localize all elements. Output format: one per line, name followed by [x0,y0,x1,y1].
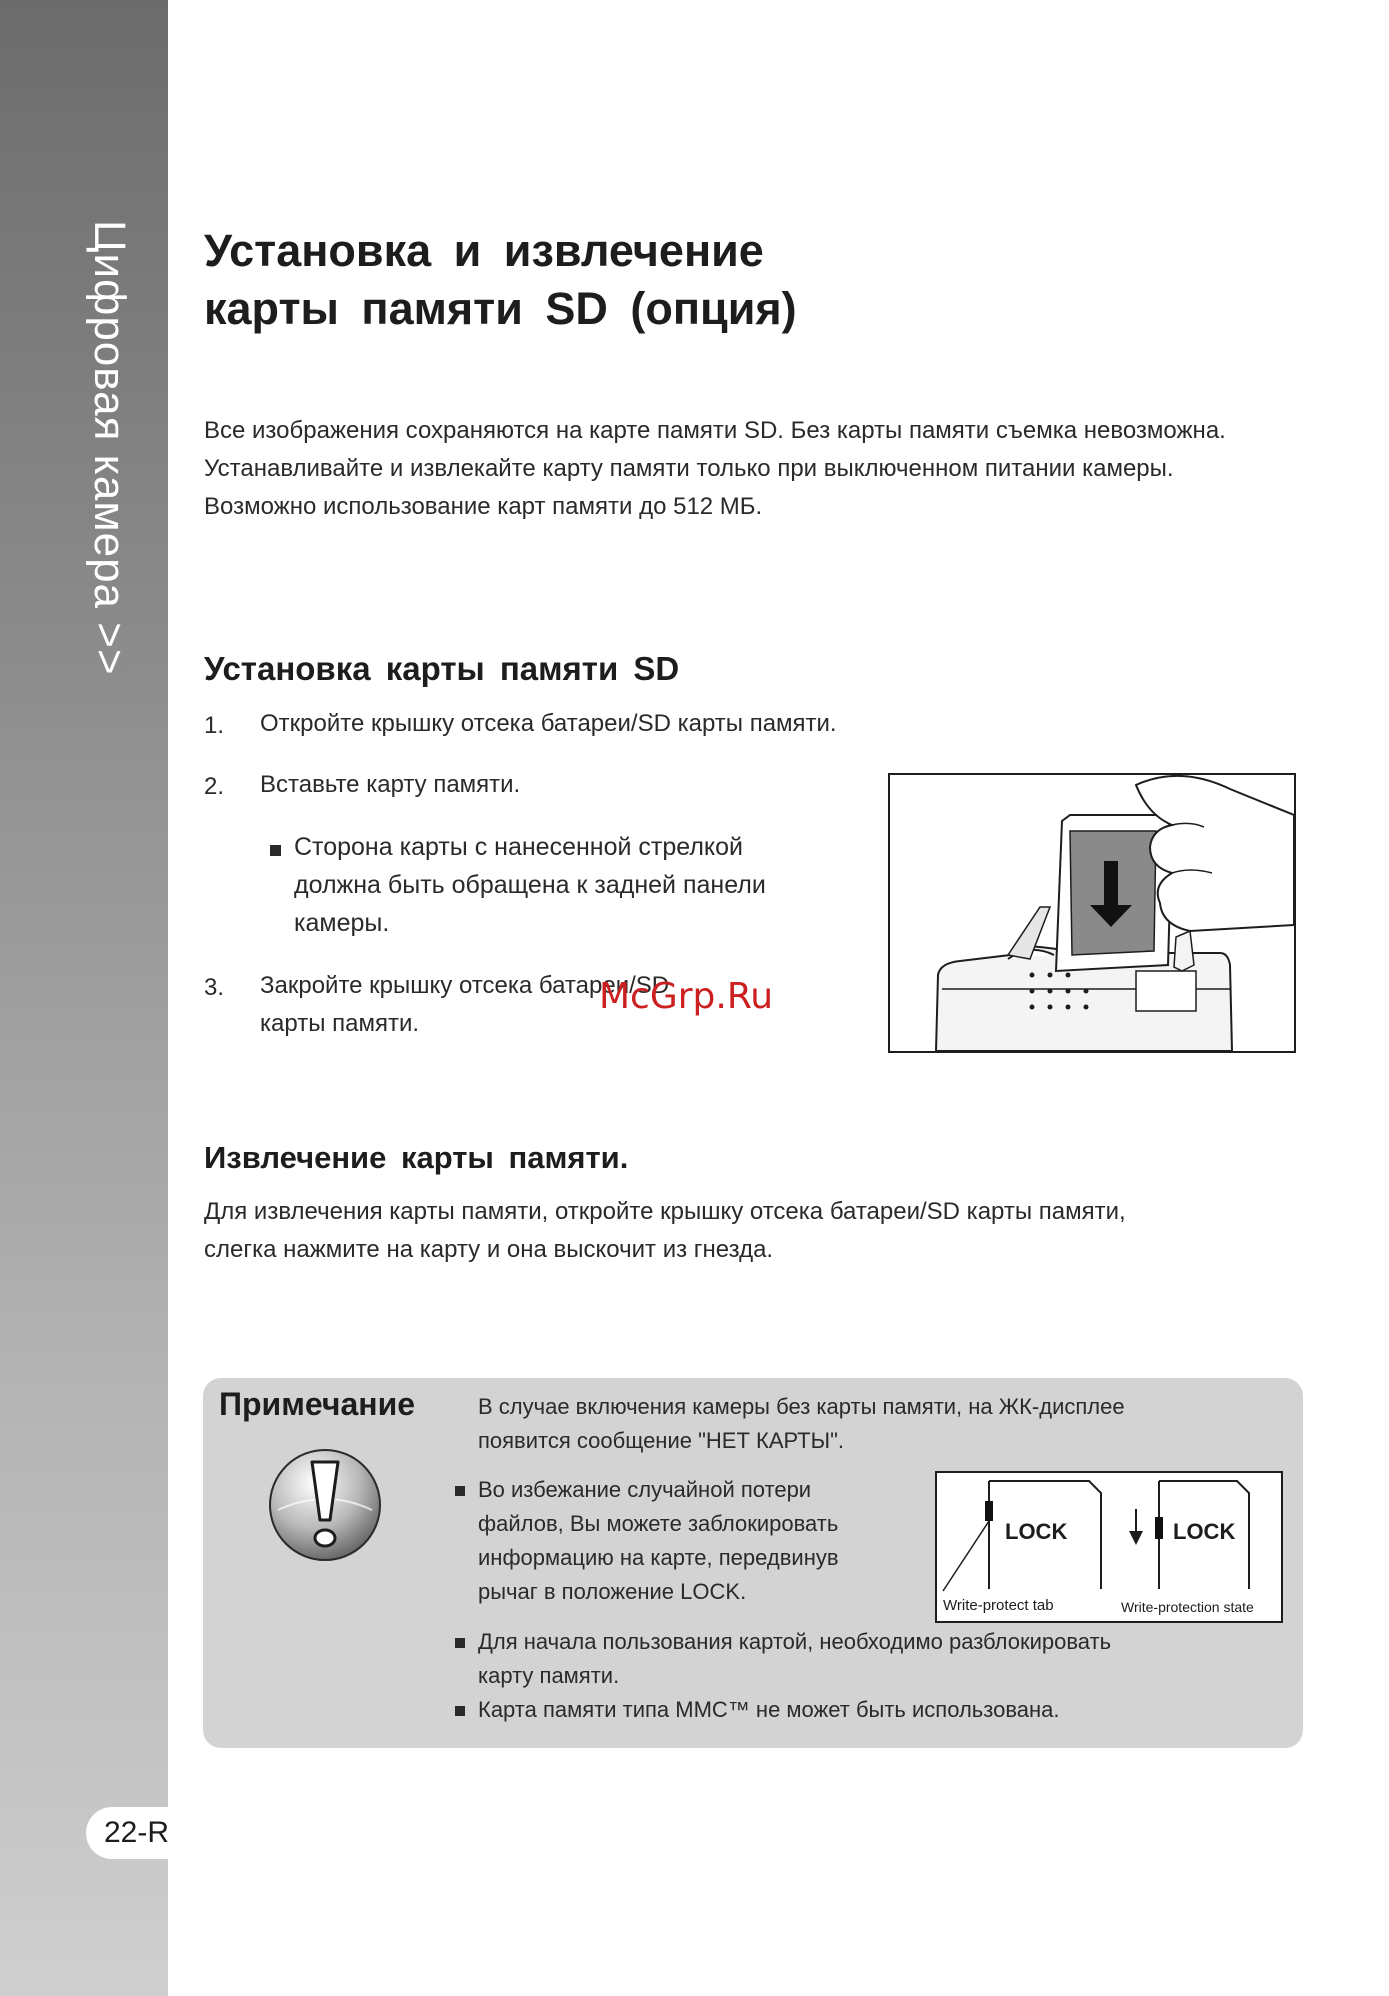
note-bullet-unlock-line2: карту памяти. [478,1663,620,1688]
page-title-line1: Установка и извлечение [204,225,764,276]
step-3-number: 3. [204,974,225,1001]
step-2-text: Вставьте карту памяти. [260,771,521,798]
remove-heading: Извлечение карты памяти. [204,1140,629,1175]
watermark: McGrp.Ru [599,976,774,1017]
card-orientation-line2: должна быть обращена к задней панели [294,871,766,899]
exclamation-icon [268,1448,382,1562]
note-intro-line1: В случае включения камеры без карты памяти, на ЖК-дисплее [478,1394,1125,1419]
page-number: 22-R [104,1816,170,1849]
step-1-text: Откройте крышку отсека батареи/SD карты памяти. [260,710,837,737]
note-bullet-unlock [478,1625,1111,1693]
remove-line2: слегка нажмите на карту и она выскочит из гнезда. [204,1236,774,1263]
note-bullet-lock-line1: Во избежание случайной потери [478,1477,812,1502]
step-2-number: 2. [204,773,225,800]
intro-line3: Возможно использование карт памяти до 512 МБ. [204,493,763,520]
camera-illustration [890,775,1294,1051]
page-title-line2: карты памяти SD (опция) [204,283,797,334]
lock-label-right: LOCK [1173,1519,1236,1544]
step-3-line1: Закройте крышку отсека батареи/SD [260,972,670,999]
step-3-line2: карты памяти. [260,1010,420,1037]
bullet-square [455,1706,465,1716]
note-bullet-mmc: Карта памяти типа MMC™ не может быть использована. [478,1697,1060,1722]
note-bullet-lock [478,1473,839,1609]
write-protect-tab-caption: Write-protect tab [943,1597,1054,1614]
lock-diagram [935,1471,1283,1623]
bullet-square [455,1638,465,1648]
remove-paragraph [204,1193,1126,1269]
note-bullet-lock-line4: рычаг в положение LOCK. [478,1579,747,1604]
page-title [204,222,797,338]
note-intro [478,1390,1125,1458]
bullet-square [455,1486,465,1496]
intro-paragraph [204,412,1226,526]
lock-label-left: LOCK [1005,1519,1068,1544]
step-1-number: 1. [204,712,225,739]
sidebar [0,0,168,1996]
intro-line1: Все изображения сохраняются на карте памяти SD. Без карты памяти съемка невозможна. [204,417,1226,444]
note-intro-line2: появится сообщение "НЕТ КАРТЫ". [478,1428,845,1453]
bullet-square [270,845,281,856]
sd-card-insertion-illustration [888,773,1296,1053]
note-bullet-lock-line2: файлов, Вы можете заблокировать [478,1511,839,1536]
remove-line1: Для извлечения карты памяти, откройте крышку отсека батареи/SD карты памяти, [204,1198,1126,1225]
write-protection-state-caption: Write-protection state [1121,1599,1254,1615]
card-orientation-bullet [294,828,766,942]
install-heading: Установка карты памяти SD [204,650,680,687]
card-orientation-line1: Сторона карты с нанесенной стрелкой [294,833,743,861]
sidebar-chapter-label: Цифровая камера >> [85,220,134,676]
note-bullet-unlock-line1: Для начала пользования картой, необходимо разблокировать [478,1629,1112,1654]
note-bullet-lock-line3: информацию на карте, передвинув [478,1545,839,1570]
note-heading: Примечание [219,1386,416,1422]
card-orientation-line3: камеры. [294,909,390,937]
intro-line2: Устанавливайте и извлекайте карту памяти только при выключенном питании камеры. [204,455,1174,482]
